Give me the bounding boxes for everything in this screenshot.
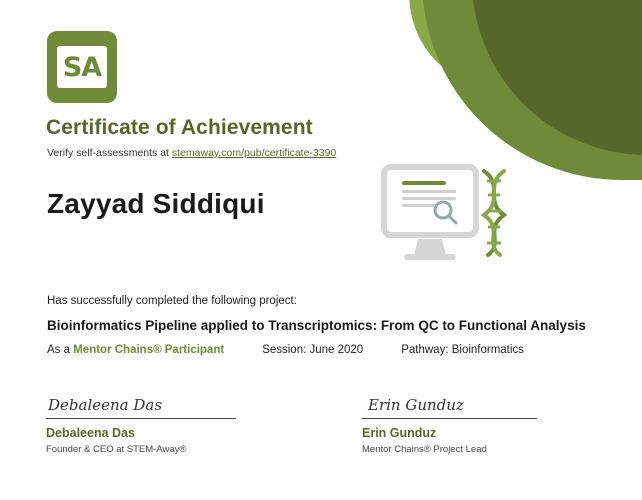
stemaway-logo [47, 31, 117, 103]
pathway-label: Pathway: Bioinformatics [401, 344, 524, 356]
project-title: Bioinformatics Pipeline applied to Transcriptomics: From QC to Functional Analysis [47, 318, 586, 333]
certificate-meta-row [47, 344, 524, 356]
signatory-role-left: Founder & CEO at STEM-Away® [46, 444, 187, 455]
signatory-name-left: Debaleena Das [46, 426, 135, 440]
signature-block-left [46, 396, 236, 455]
completion-statement: Has successfully completed the following project: [47, 295, 297, 307]
verify-line [47, 147, 336, 159]
signatory-name-right: Erin Gunduz [362, 426, 437, 440]
participant-role [47, 344, 224, 356]
signature-script-left: Debaleena Das [48, 396, 163, 414]
role-prefix: As a [47, 344, 74, 356]
logo-text: SA [62, 51, 102, 83]
page-title: Certificate of Achievement [46, 116, 313, 139]
role-highlight: Mentor Chains® Participant [73, 344, 225, 356]
signature-block-right [362, 396, 537, 455]
signatory-role-right: Mentor Chains® Project Lead [362, 444, 487, 455]
logo-inner-square [57, 46, 107, 88]
certificate-verify-link[interactable]: stemaway.com/pub/certificate-3390 [171, 147, 337, 159]
signature-rule-right [362, 418, 537, 419]
signature-script-right: Erin Gunduz [368, 396, 464, 414]
session-label: Session: June 2020 [262, 344, 364, 356]
computer-dna-illustration [380, 163, 515, 268]
verify-prefix-text: Verify self-assessments at [47, 147, 172, 159]
recipient-name: Zayyad Siddiqui [47, 188, 265, 219]
signature-rule-left [46, 418, 236, 419]
